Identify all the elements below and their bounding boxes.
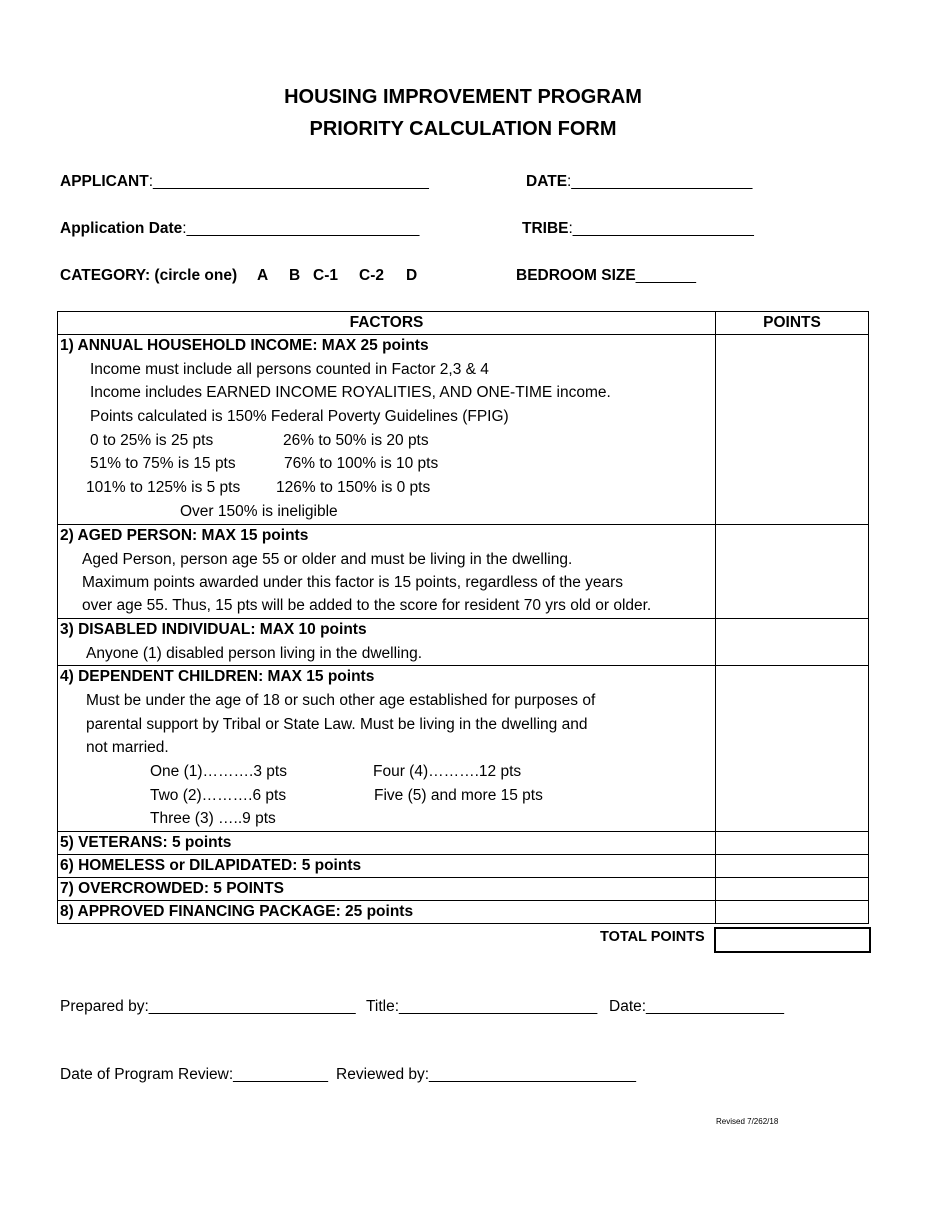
applicant-blank[interactable]: :________________________________ xyxy=(148,173,429,190)
application-date-field[interactable] xyxy=(60,220,419,238)
total-points-label: TOTAL POINTS xyxy=(600,929,705,945)
factor-children-line: parental support by Tribal or State Law. Must be living in the dwelling and xyxy=(86,716,588,733)
factor-overcrowded-heading: 7) OVERCROWDED: 5 POINTS xyxy=(58,878,716,901)
factor-veterans-heading: 5) VETERANS: 5 points xyxy=(58,832,716,855)
income-bracket: 76% to 100% is 10 pts xyxy=(284,455,439,472)
category-label: CATEGORY: (circle one) xyxy=(60,267,238,284)
category-option-c2[interactable]: C-2 xyxy=(359,267,384,284)
factor-row-financing xyxy=(58,901,869,924)
points-input-aged[interactable] xyxy=(716,525,869,619)
prepared-by-field[interactable]: Prepared by:________________________ xyxy=(60,998,356,1015)
tribe-blank[interactable]: :_____________________ xyxy=(568,220,754,237)
application-date-label: Application Date xyxy=(60,220,183,237)
application-date-blank[interactable]: :___________________________ xyxy=(182,220,420,237)
category-option-c1[interactable]: C-1 xyxy=(313,267,338,284)
bedroom-size-label: BEDROOM SIZE xyxy=(516,267,636,284)
income-bracket: 126% to 150% is 0 pts xyxy=(276,479,431,496)
factor-income-line: Income must include all persons counted in Factor 2,3 & 4 xyxy=(90,361,489,378)
factor-homeless-heading: 6) HOMELESS or DILAPIDATED: 5 points xyxy=(58,855,716,878)
points-input-veterans[interactable] xyxy=(716,832,869,855)
factor-aged-cell xyxy=(58,525,716,619)
children-count-item: One (1)……….3 pts xyxy=(150,763,287,780)
reviewed-by-field[interactable]: Reviewed by:________________________ xyxy=(336,1066,636,1083)
factor-aged-line: over age 55. Thus, 15 pts will be added to the score for resident 70 yrs old or older. xyxy=(82,597,652,614)
factor-row-veterans xyxy=(58,832,869,855)
children-count-item: Three (3) …..9 pts xyxy=(150,810,276,827)
table-header-row xyxy=(58,312,869,335)
factors-column-header: FACTORS xyxy=(58,312,716,335)
tribe-field[interactable] xyxy=(522,220,754,238)
factor-children-heading: 4) DEPENDENT CHILDREN: MAX 15 points xyxy=(60,668,375,685)
factor-row-children xyxy=(58,666,869,832)
income-bracket: 26% to 50% is 20 pts xyxy=(283,432,429,449)
bedroom-size-blank[interactable]: _______ xyxy=(635,267,697,284)
revision-note: Revised 7/262/18 xyxy=(716,1117,779,1126)
factor-row-disabled xyxy=(58,619,869,666)
total-points-input[interactable] xyxy=(714,927,871,953)
children-count-item: Five (5) and more 15 pts xyxy=(374,787,543,804)
form-title-line2: PRIORITY CALCULATION FORM xyxy=(309,118,617,140)
children-count-item: Four (4)……….12 pts xyxy=(373,763,522,780)
income-bracket: 0 to 25% is 25 pts xyxy=(90,432,214,449)
factor-income-line: Points calculated is 150% Federal Poverty Guidelines (FPIG) xyxy=(90,408,509,425)
factor-income-cell xyxy=(58,335,716,525)
date-label: DATE xyxy=(526,173,568,190)
applicant-label: APPLICANT xyxy=(60,173,149,190)
applicant-field[interactable] xyxy=(60,173,429,191)
factor-financing-heading: 8) APPROVED FINANCING PACKAGE: 25 points xyxy=(58,901,716,924)
factor-row-aged xyxy=(58,525,869,619)
income-bracket: 51% to 75% is 15 pts xyxy=(90,455,236,472)
tribe-label: TRIBE xyxy=(522,220,569,237)
factor-income-heading: 1) ANNUAL HOUSEHOLD INCOME: MAX 25 points xyxy=(60,337,429,354)
footer-date-field[interactable]: Date:________________ xyxy=(609,998,784,1015)
category-option-a[interactable]: A xyxy=(257,267,269,284)
factor-disabled-line: Anyone (1) disabled person living in the dwelling. xyxy=(86,645,423,662)
factor-disabled-cell xyxy=(58,619,716,666)
date-field[interactable] xyxy=(526,173,752,191)
factor-aged-heading: 2) AGED PERSON: MAX 15 points xyxy=(60,527,309,544)
factor-row-homeless xyxy=(58,855,869,878)
points-input-homeless[interactable] xyxy=(716,855,869,878)
form-title-line1: HOUSING IMPROVEMENT PROGRAM xyxy=(284,86,642,108)
bedroom-size-field[interactable] xyxy=(516,267,696,285)
points-input-financing[interactable] xyxy=(716,901,869,924)
factor-row-overcrowded xyxy=(58,878,869,901)
factor-income-line: Income includes EARNED INCOME ROYALITIES, AND ONE-TIME income. xyxy=(90,384,611,401)
income-bracket: 101% to 125% is 5 pts xyxy=(86,479,241,496)
points-input-disabled[interactable] xyxy=(716,619,869,666)
title-field[interactable]: Title:_______________________ xyxy=(366,998,598,1015)
program-review-date-field[interactable]: Date of Program Review:___________ xyxy=(60,1066,328,1083)
category-option-d[interactable]: D xyxy=(406,267,418,284)
category-option-b[interactable]: B xyxy=(289,267,301,284)
factor-aged-line: Maximum points awarded under this factor is 15 points, regardless of the years xyxy=(82,574,624,591)
factors-table xyxy=(57,311,869,924)
income-bracket: Over 150% is ineligible xyxy=(180,503,338,520)
factor-disabled-heading: 3) DISABLED INDIVIDUAL: MAX 10 points xyxy=(60,621,367,638)
date-blank[interactable]: :_____________________ xyxy=(567,173,753,190)
factor-children-line: Must be under the age of 18 or such other age established for purposes of xyxy=(86,692,596,709)
children-count-item: Two (2)……….6 pts xyxy=(150,787,287,804)
factor-children-line: not married. xyxy=(86,739,169,756)
factor-aged-line: Aged Person, person age 55 or older and must be living in the dwelling. xyxy=(82,551,573,568)
points-column-header: POINTS xyxy=(716,312,869,335)
factor-children-cell xyxy=(58,666,716,832)
points-input-income[interactable] xyxy=(716,335,869,525)
points-input-children[interactable] xyxy=(716,666,869,832)
factor-row-income xyxy=(58,335,869,525)
points-input-overcrowded[interactable] xyxy=(716,878,869,901)
